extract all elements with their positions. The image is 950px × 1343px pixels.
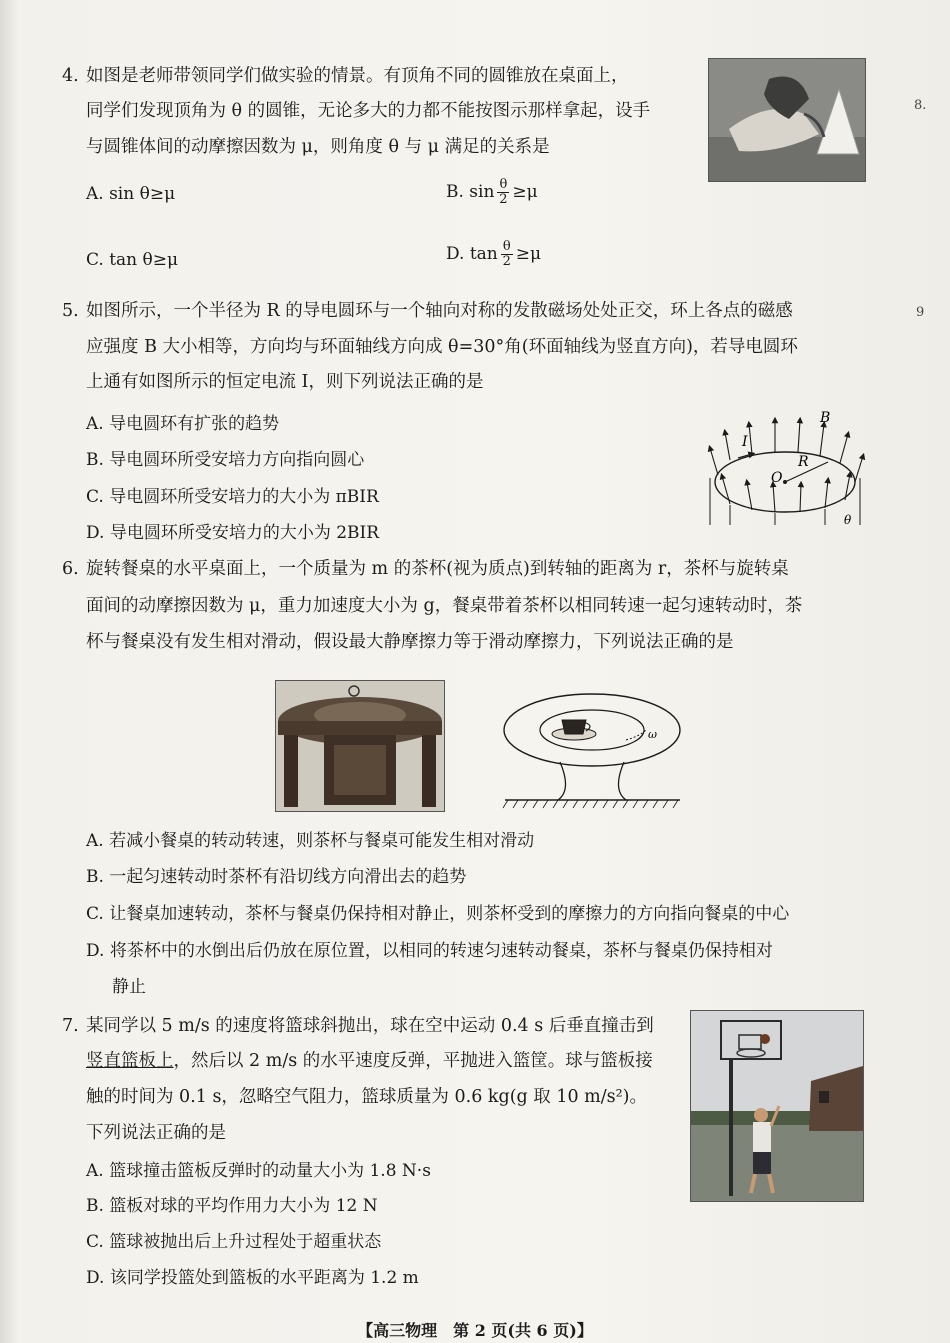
q5-option-a: A. 导电圆环有扩张的趋势: [86, 414, 280, 434]
q6-option-b: B. 一起匀速转动时茶杯有沿切线方向滑出去的趋势: [86, 867, 467, 887]
omega-label: ω: [648, 728, 657, 741]
label-R: R: [798, 454, 809, 470]
table-cup-diagram: [500, 690, 685, 812]
q5-option-c: C. 导电圆环所受安培力的大小为 πBIR: [86, 487, 379, 507]
q6-option-d-line1: D. 将茶杯中的水倒出后仍放在原位置，以相同的转速匀速转动餐桌，茶杯与餐桌仍保持相对: [86, 941, 773, 961]
edge-mark-9: 9: [916, 305, 925, 320]
fraction: $\frac{\theta}{2}$: [499, 177, 508, 207]
q6-option-d-line2: 静止: [112, 977, 146, 997]
q5-option-d: D. 导电圆环所受安培力的大小为 2BIR: [86, 523, 380, 543]
basketball-photo: [690, 1010, 864, 1202]
q7-line4: 下列说法正确的是: [86, 1123, 226, 1143]
q7-option-a: A. 篮球撞击篮板反弹时的动量大小为 1.8 N·s: [86, 1161, 431, 1181]
q4-option-d: D. tan $\frac{\theta}{2}$ ≥μ: [446, 239, 542, 269]
q6-option-a: A. 若减小餐桌的转动转速，则茶杯与餐桌可能发生相对滑动: [86, 831, 535, 851]
q7-line3: 触的时间为 0.1 s，忽略空气阻力，篮球质量为 0.6 kg(g 取 10 m/s²)。: [86, 1087, 647, 1107]
magnetic-ring-diagram: [700, 400, 870, 535]
q4-option-a: A. sin θ≥μ: [86, 184, 176, 204]
q4-line3: 与圆锥体间的动摩擦因数为 μ，则角度 θ 与 μ 满足的关系是: [86, 137, 550, 157]
edge-mark-8: 8.: [914, 98, 927, 113]
q7-line1: 某同学以 5 m/s 的速度将篮球斜抛出，球在空中运动 0.4 s 后垂直撞击到: [86, 1016, 654, 1036]
fraction: $\frac{\theta}{2}$: [502, 239, 511, 269]
label-I: I: [742, 434, 748, 450]
q5-line2: 应强度 B 大小相等，方向均与环面轴线方向成 θ=30°角(环面轴线为竖直方向)，若导电圆环: [86, 337, 798, 357]
page-footer: 【高三物理 第 2 页(共 6 页)】: [357, 1321, 593, 1340]
label-B: B: [820, 410, 831, 426]
q6-line3: 杯与餐桌没有发生相对滑动，假设最大静摩擦力等于滑动摩擦力，下列说法正确的是: [86, 632, 734, 652]
question-number: 7.: [62, 1016, 79, 1036]
q4-line2: 同学们发现顶角为 θ 的圆锥，无论多大的力都不能按图示那样拿起，设手: [86, 101, 651, 121]
q6-line2: 面间的动摩擦因数为 μ，重力加速度大小为 g，餐桌带着茶杯以相同转速一起匀速转动时，茶: [86, 596, 803, 616]
q4-line1: 如图是老师带领同学们做实验的情景。有顶角不同的圆锥放在桌面上，: [86, 66, 629, 86]
q7-line2: ，然后以 2 m/s 的水平速度反弹，平抛进入篮筐。球与篮板接: [173, 1051, 653, 1071]
label-O: O: [771, 470, 783, 486]
question-number: 4.: [62, 66, 79, 86]
question-number: 5.: [62, 301, 79, 321]
question-number: 6.: [62, 559, 79, 579]
q6-line1: 旋转餐桌的水平桌面上，一个质量为 m 的茶杯(视为质点)到转轴的距离为 r，茶杯与旋转桌: [86, 559, 789, 579]
q7-option-d: D. 该同学投篮处到篮板的水平距离为 1.2 m: [86, 1268, 419, 1288]
q4-option-c: C. tan θ≥μ: [86, 250, 179, 270]
q5-option-b: B. 导电圆环所受安培力方向指向圆心: [86, 450, 365, 470]
q7-option-b: B. 篮板对球的平均作用力大小为 12 N: [86, 1196, 378, 1216]
q6-option-c: C. 让餐桌加速转动，茶杯与餐桌仍保持相对静止，则茶杯受到的摩擦力的方向指向餐桌的中心: [86, 904, 790, 924]
cone-experiment-photo: [708, 58, 866, 182]
q5-line1: 如图所示，一个半径为 R 的导电圆环与一个轴向对称的发散磁场处处正交，环上各点的磁感: [86, 301, 793, 321]
q5-line3: 上通有如图所示的恒定电流 I，则下列说法正确的是: [86, 372, 484, 392]
q7-line2-underlined: 竖直篮板上: [86, 1051, 174, 1071]
label-theta: θ: [844, 513, 852, 527]
rotating-table-photo: [275, 680, 445, 812]
q7-option-c: C. 篮球被抛出后上升过程处于超重状态: [86, 1232, 382, 1252]
q4-option-b: B. sin $\frac{\theta}{2}$ ≥μ: [446, 177, 538, 207]
